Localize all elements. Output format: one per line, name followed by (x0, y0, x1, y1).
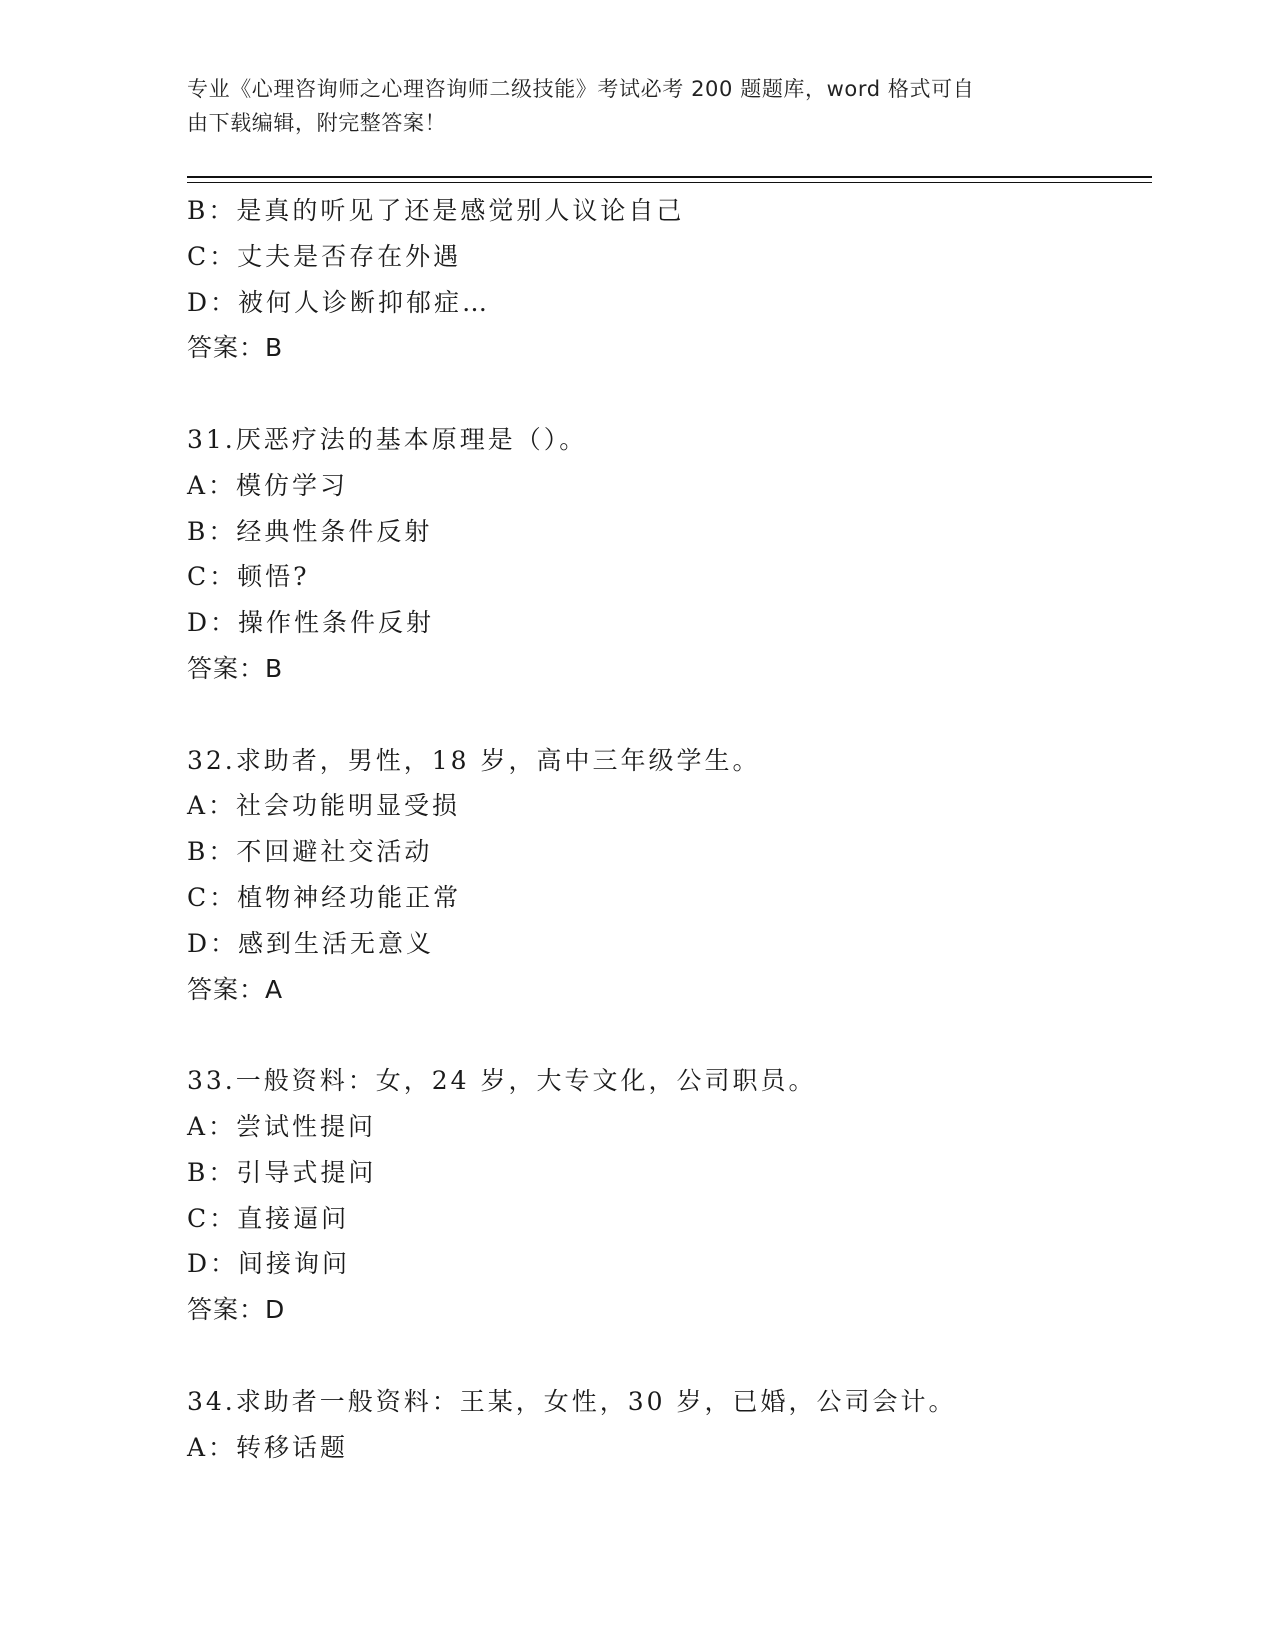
option-d: D：被何人诊断抑郁症… (187, 287, 491, 317)
question-32: 32.求助者，男性，18 岁，高中三年级学生。 (187, 745, 761, 775)
question-31: 31.厌恶疗法的基本原理是（）。 (187, 424, 588, 454)
header-line-2: 由下载编辑，附完整答案！ (187, 111, 447, 135)
question-33: 33.一般资料：女，24 岁，大专文化，公司职员。 (187, 1066, 817, 1096)
option-c: C：直接逼问 (187, 1203, 350, 1233)
spacer (187, 692, 1147, 738)
option-d: D：间接询问 (187, 1249, 351, 1279)
answer-line: 答案：B (187, 333, 284, 363)
option-d: D：感到生活无意义 (187, 928, 435, 958)
header-line-1: 专业《心理咨询师之心理咨询师二级技能》考试必考 200 题题库，word 格式可自 (187, 77, 975, 101)
answer-line: 答案：D (187, 1295, 286, 1325)
question-34: 34.求助者一般资料：王某，女性，30 岁，已婚，公司会计。 (187, 1386, 957, 1416)
option-c: C：丈夫是否存在外遇 (187, 241, 462, 271)
option-a: A：尝试性提问 (187, 1111, 377, 1141)
header-rule-thick (187, 176, 1152, 178)
answer-line: 答案：B (187, 653, 284, 683)
option-c: C：顿悟? (187, 562, 310, 592)
option-a: A：转移话题 (187, 1432, 349, 1462)
spacer (187, 1333, 1147, 1379)
document-body (187, 188, 1147, 1470)
option-b: B：不回避社交活动 (187, 837, 433, 867)
option-a: A：模仿学习 (187, 470, 349, 500)
option-b: B：引导式提问 (187, 1157, 377, 1187)
option-d: D：操作性条件反射 (187, 608, 435, 638)
spacer (187, 371, 1147, 417)
option-b: B：经典性条件反射 (187, 516, 433, 546)
document-header (187, 72, 1087, 140)
option-b: B：是真的听见了还是感觉别人议论自己 (187, 196, 685, 225)
option-a: A：社会功能明显受损 (187, 791, 461, 821)
header-rule-thin (187, 182, 1152, 183)
option-c: C：植物神经功能正常 (187, 882, 462, 912)
answer-line: 答案：A (187, 974, 284, 1004)
spacer (187, 1012, 1147, 1058)
